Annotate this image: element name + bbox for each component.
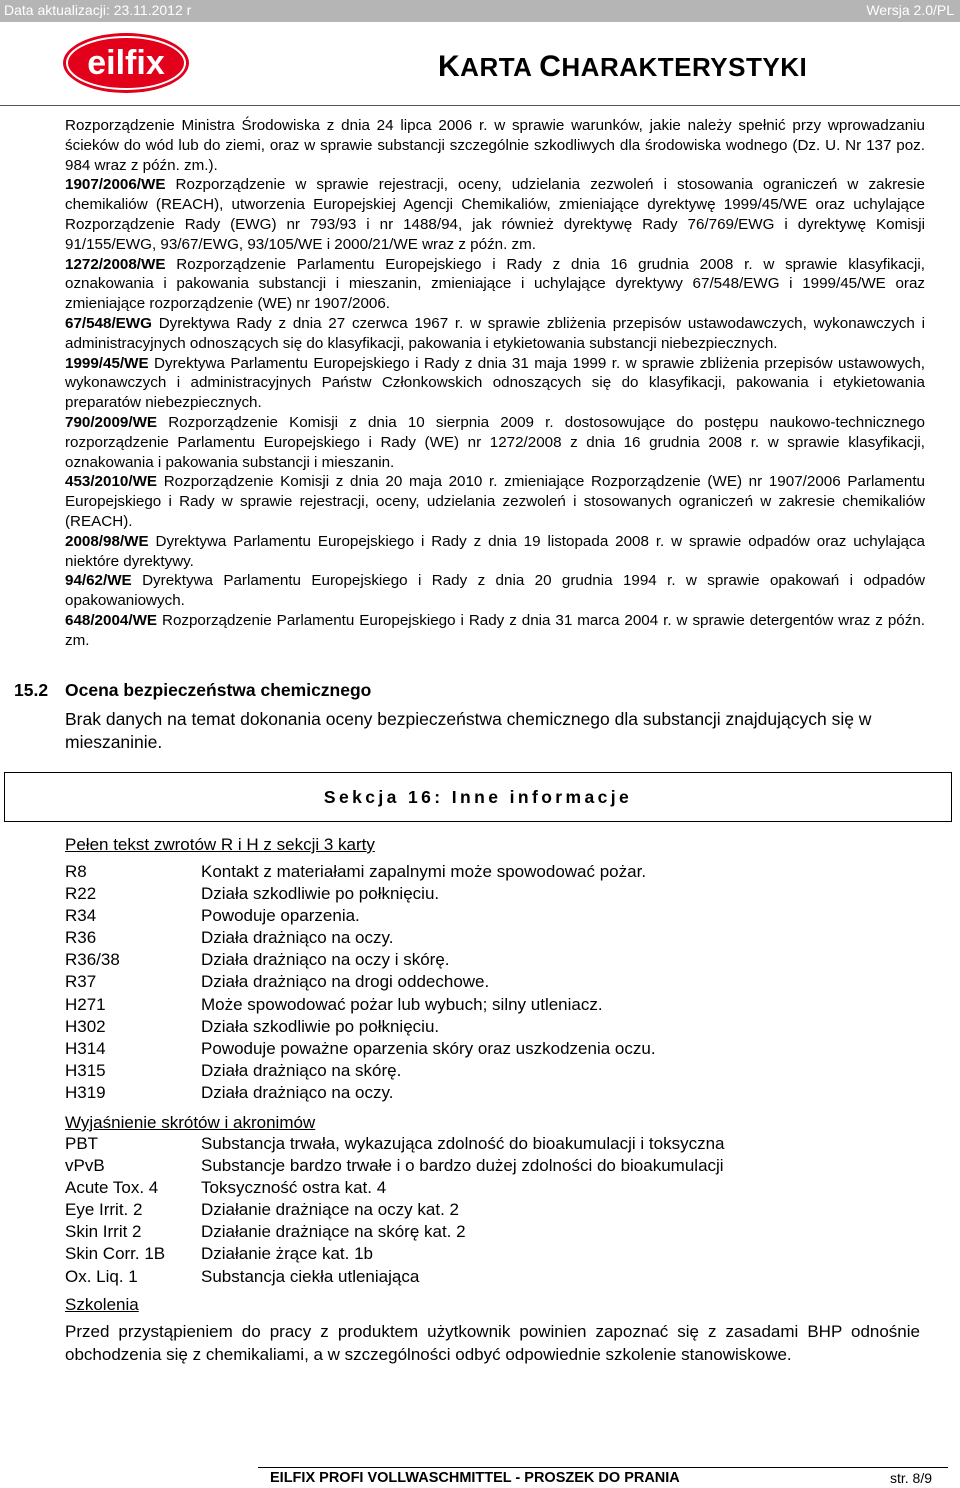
row-code: Eye Irrit. 2	[65, 1200, 143, 1220]
row-text: Działanie drażniące na oczy kat. 2	[201, 1200, 459, 1220]
abbreviation-row	[65, 1199, 724, 1221]
row-code: H319	[65, 1082, 106, 1102]
version-label: Wersja 2.0/PL	[866, 2, 954, 18]
row-code: R22	[65, 884, 97, 904]
row-text: Działa drażniąco na oczy.	[201, 1082, 394, 1102]
phrase-row	[65, 994, 656, 1016]
row-text: Substancja ciekła utleniająca	[201, 1266, 420, 1286]
legislation-item	[65, 611, 925, 651]
legislation-text: Dyrektywa Parlamentu Europejskiego i Rady z dnia 20 grudnia 1994 r. w sprawie opakowań i odpadów opakowaniowych.	[65, 572, 925, 610]
phrase-row	[65, 1016, 656, 1038]
row-code: R37	[65, 972, 97, 992]
section-16-header	[4, 772, 952, 822]
header-divider	[0, 105, 960, 106]
legislation-item	[65, 175, 925, 254]
row-text: Działa drażniąco na oczy.	[201, 928, 394, 948]
legislation-text: Rozporządzenie w sprawie rejestracji, oceny, udzielania zezwoleń i stosowania ograniczeń w zakresie chemikaliów (REACH), utworzenia Europejskiej Agencji Chemikaliów, zmieniające dyrektywę 1999/45/WE oraz uchylające Rozporządzenie Rady (EWG) nr 793/93 i nr 1488/94, jak również dyrektywę Rady 76/769/EWG i dyrektywę Komisji 91/155/EWG, 93/67/EWG, 93/105/WE i 2000/21/WE wraz z późn. zm.	[65, 176, 925, 253]
row-code: R34	[65, 906, 97, 926]
legislation-text: Rozporządzenie Parlamentu Europejskiego i Rady z dnia 16 grudnia 2008 r. w sprawie klasyfikacji, oznakowania i pakowania substancji i mieszanin, zmieniające i uchylające dyrektywy 67/548/EWG i 1999/45/WE oraz zmieniające rozporządzenie (WE) nr 1907/2006.	[65, 255, 925, 313]
training-text: Przed przystąpieniem do pracy z produktem użytkownik powinien zapoznać się z zasadami BHP odnośnie obchodzenia się z chemikaliami, a w szczególności odbyć odpowiednie szkolenie stanowiskowe.	[65, 1322, 920, 1364]
row-code: vPvB	[65, 1156, 105, 1176]
training-title: Szkolenia	[65, 1295, 139, 1314]
row-text: Działa drażniąco na oczy i skórę.	[201, 950, 450, 970]
abbreviation-row	[65, 1133, 724, 1155]
row-code: R36	[65, 928, 97, 948]
legislation-code: 67/548/EWG	[65, 314, 152, 332]
footer-product: EILFIX PROFI VOLLWASCHMITTEL - PROSZEK DO PRANIA	[270, 1470, 680, 1486]
row-text: Powoduje oparzenia.	[201, 906, 360, 926]
row-text: Kontakt z materiałami zapalnymi może spowodować pożar.	[201, 862, 647, 881]
row-text: Działa szkodliwie po połknięciu.	[201, 1016, 440, 1036]
row-code: H302	[65, 1016, 106, 1036]
legislation-code: 94/62/WE	[65, 572, 132, 590]
phrase-row	[65, 861, 656, 883]
update-date: Data aktualizacji: 23.11.2012 r	[4, 2, 192, 18]
phrase-row	[65, 1082, 656, 1104]
phrase-row	[65, 883, 656, 905]
legislation-item	[65, 354, 925, 413]
legislation-item	[65, 314, 925, 354]
row-text: Działanie drażniące na skórę kat. 2	[201, 1222, 466, 1242]
legislation-code: 1999/45/WE	[65, 354, 149, 372]
legislation-code: 453/2010/WE	[65, 473, 158, 491]
legislation-text: Dyrektywa Parlamentu Europejskiego i Rady z dnia 31 maja 1999 r. w sprawie zbliżenia przepisów ustawowych, wykonawczych i administracyjnych Państw Członkowskich odnoszących się do klasyfikacji, pakowania i etykietowania preparatów niebezpiecznych.	[65, 354, 925, 412]
section-16-title: Sekcja 16: Inne informacje	[323, 787, 633, 807]
eilfix-logo	[62, 30, 192, 101]
footer-divider	[258, 1467, 948, 1468]
row-code: H315	[65, 1060, 106, 1080]
legislation-text: Rozporządzenie Komisji z dnia 20 maja 2010 r. zmieniające Rozporządzenie (WE) nr 1907/2006 Parlamentu Europejskiego i Rady w sprawie rejestracji, oceny, udzielania zezwoleń i stosowanych ograniczeń w zakresie chemikaliów (REACH).	[65, 473, 925, 530]
row-code: Skin Corr. 1B	[65, 1244, 166, 1264]
legislation-text: Dyrektywa Rady z dnia 27 czerwca 1967 r. w sprawie zbliżenia przepisów ustawodawczych, wykonawczych i administracyjnych odnoszących się do klasyfikacji, pakowania i etykietowania substancji niebezpiecznych.	[65, 314, 925, 352]
legislation-item	[65, 472, 925, 531]
document-title: KARTA CHARAKTERYSTYKI	[438, 50, 808, 83]
abbreviation-row	[65, 1221, 724, 1243]
phrases-list	[65, 861, 656, 1104]
legislation-code: 1272/2008/WE	[65, 255, 166, 273]
legislation-item	[65, 255, 925, 314]
legislation-code: 790/2009/WE	[65, 413, 158, 431]
legislation-list	[65, 116, 925, 651]
legislation-text: Dyrektywa Parlamentu Europejskiego i Rady z dnia 19 listopada 2008 r. w sprawie odpadów oraz uchylająca niektóre dyrektywy.	[65, 532, 925, 570]
row-text: Działa drażniąco na drogi oddechowe.	[201, 972, 490, 992]
page-number: str. 8/9	[890, 1470, 933, 1486]
row-code: R8	[65, 862, 87, 881]
row-code: H314	[65, 1038, 106, 1058]
legislation-item	[65, 571, 925, 611]
row-code: Skin Irrit 2	[65, 1222, 142, 1242]
row-text: Powoduje poważne oparzenia skóry oraz uszkodzenia oczu.	[201, 1038, 656, 1058]
legislation-code: 648/2004/WE	[65, 611, 158, 629]
legislation-item	[65, 116, 925, 175]
legislation-text: Rozporządzenie Komisji z dnia 10 sierpnia 2009 r. dostosowujące do postępu naukowo-technicznego rozporządzenie Parlamentu Europejskiego i Rady (WE) nr 1272/2008 z dnia 16 grudnia 2008 r. w sprawie klasyfikacji, oznakowania i pakowania substancji i mieszanin.	[65, 413, 925, 471]
row-text: Toksyczność ostra kat. 4	[201, 1178, 387, 1198]
phrases-title: Pełen tekst zwrotów R i H z sekcji 3 karty	[65, 835, 375, 854]
row-text: Działa szkodliwie po połknięciu.	[201, 884, 440, 904]
phrase-row	[65, 1060, 656, 1082]
phrase-row	[65, 949, 656, 971]
abbreviations-list	[65, 1133, 724, 1288]
row-code: PBT	[65, 1134, 99, 1153]
phrase-row	[65, 905, 656, 927]
legislation-text: Rozporządzenie Parlamentu Europejskiego i Rady z dnia 31 marca 2004 r. w sprawie detergentów wraz z późn. zm.	[65, 611, 925, 649]
row-text: Może spowodować pożar lub wybuch; silny utleniacz.	[201, 994, 603, 1014]
section-15-2-heading: 15.2 Ocena bezpieczeństwa chemicznego	[14, 680, 372, 700]
phrase-row	[65, 971, 656, 993]
phrase-row	[65, 1038, 656, 1060]
legislation-code: 1907/2006/WE	[65, 176, 166, 194]
top-info-bar	[0, 0, 960, 22]
row-code: Acute Tox. 4	[65, 1178, 159, 1198]
abbreviation-row	[65, 1243, 724, 1265]
row-code: Ox. Liq. 1	[65, 1266, 138, 1286]
row-text: Działanie żrące kat. 1b	[201, 1244, 373, 1264]
legislation-item	[65, 413, 925, 472]
section-15-2-text: Brak danych na temat dokonania oceny bezpieczeństwa chemicznego dla substancji znajdujących się w mieszaninie.	[65, 709, 872, 752]
row-text: Substancje bardzo trwałe i o bardzo dużej zdolności do bioakumulacji	[201, 1156, 724, 1176]
legislation-item	[65, 532, 925, 572]
legislation-text: Rozporządzenie Ministra Środowiska z dnia 24 lipca 2006 r. w sprawie warunków, jakie należy spełnić przy wprowadzaniu ścieków do wód lub do ziemi, oraz w sprawie substancji szczególnie szkodliwych dla środowiska wodnego (Dz. U. Nr 137 poz. 984 wraz z późn. zm.).	[65, 117, 925, 174]
phrase-row	[65, 927, 656, 949]
row-code: R36/38	[65, 950, 120, 970]
abbreviation-row	[65, 1177, 724, 1199]
legislation-code: 2008/98/WE	[65, 532, 149, 550]
abbreviation-row	[65, 1266, 724, 1288]
row-text: Substancja trwała, wykazująca zdolność do bioakumulacji i toksyczna	[201, 1134, 725, 1153]
abbreviations-title: Wyjaśnienie skrótów i akronimów	[65, 1113, 316, 1132]
logo-text: eilfix	[87, 44, 165, 82]
row-code: H271	[65, 994, 106, 1014]
row-text: Działa drażniąco na skórę.	[201, 1060, 402, 1080]
abbreviation-row	[65, 1155, 724, 1177]
